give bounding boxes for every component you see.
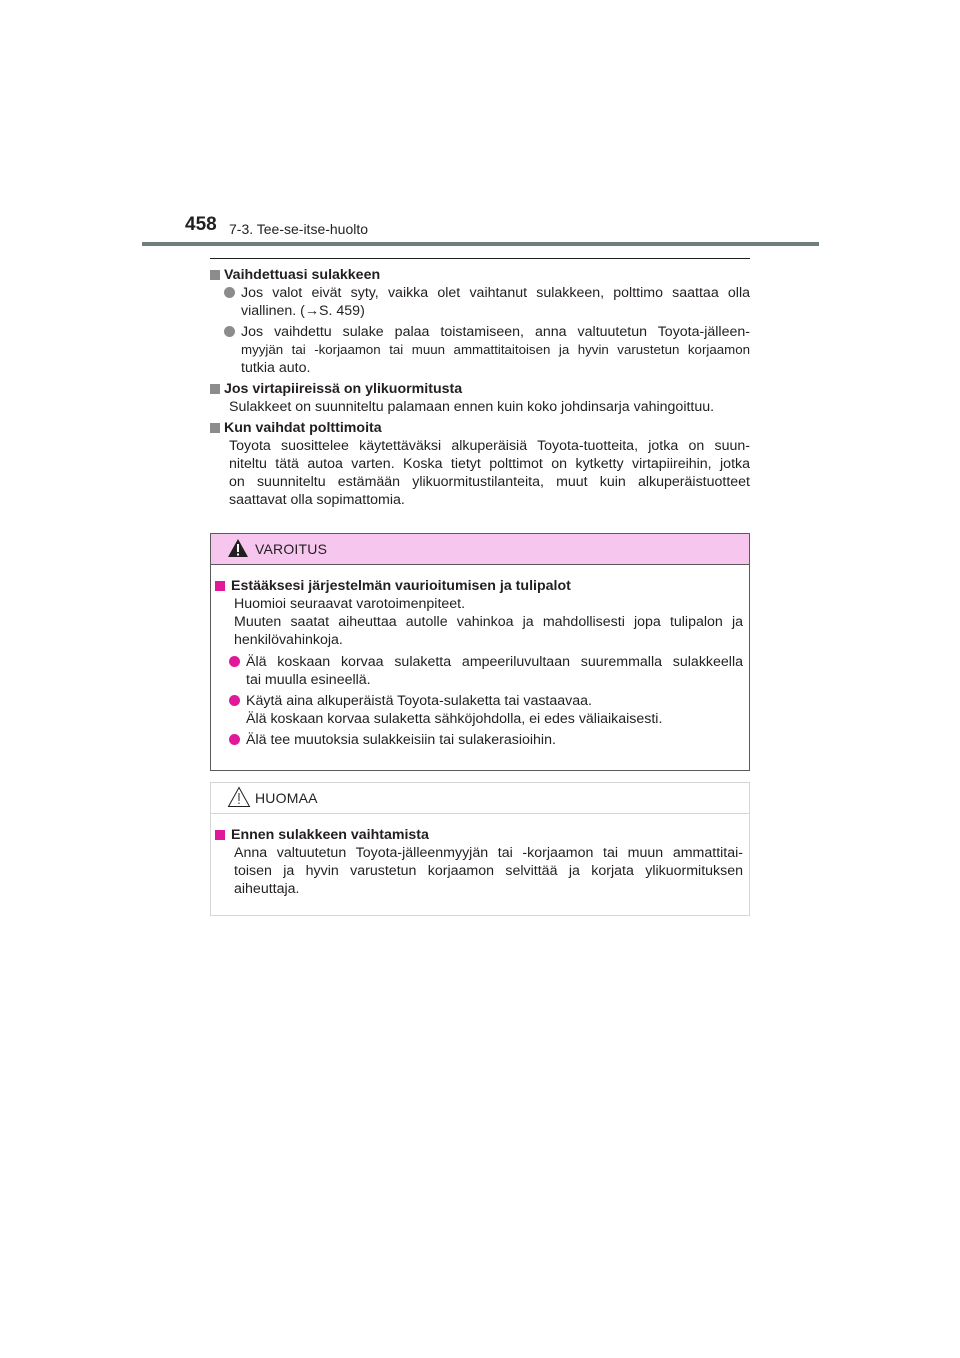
round-bullet-icon xyxy=(224,287,235,298)
paragraph: Sulakkeet on suunniteltu palamaan ennen kuin koko johdinsarja vahingoittuu. xyxy=(229,399,715,415)
main-content xyxy=(210,266,750,512)
notice-body xyxy=(211,814,749,898)
warning-triangle-icon xyxy=(227,538,249,558)
list-item: Jos vaihdettu sulake palaa toistamiseen, anna valtuutetun Toyota-jälleen- myyjän tai -korjaamon tai muun ammattitaitoisen ja hyvin varustetun korjaamon tutkia auto. xyxy=(210,323,750,377)
section-circuit-overload xyxy=(210,380,750,416)
list-item: Käytä aina alkuperäistä Toyota-sulaketta tai vastaavaa. Älä koskaan korvaa sulaketta sähköjohdolla, ei edes väliaikaisesti. xyxy=(215,692,743,728)
list-item: Jos valot eivät syty, vaikka olet vaihtanut sulakkeen, polttimo saattaa olla viallinen. (→S. 459) xyxy=(210,284,750,320)
warning-body xyxy=(211,565,749,749)
paragraph: Anna valtuutetun Toyota-jälleenmyyjän tai -korjaamon tai muun ammattitai- toisen ja hyvin varustetun korjaamon selvittää ja korjata ylikuormituksen aiheuttaja. xyxy=(234,845,743,897)
header-rule xyxy=(142,242,819,246)
warning-box xyxy=(210,533,750,771)
page-number: 458 xyxy=(185,214,217,235)
warning-heading: Estääksesi järjestelmän vaurioitumisen ja tulipalot xyxy=(215,577,743,595)
round-bullet-icon xyxy=(229,734,240,745)
section-heading: Kun vaihdat polttimoita xyxy=(210,419,750,437)
round-bullet-icon xyxy=(224,326,235,337)
warning-header xyxy=(211,534,749,565)
paragraph: Toyota suosittelee käytettäväksi alkuperäisiä Toyota-tuotteita, jotka on suun- niteltu tätä autoa varten. Koska tietyt polttimot on kytketty virtapiireihin, jotka on suunniteltu estämään ylikuormitustilanteita, muut kuin alkuperäistuotteet saattavat olla sopimattomia. xyxy=(229,438,750,508)
paragraph: Huomioi seuraavat varotoimenpiteet. Muuten saatat aiheuttaa autolle vahinkoa ja mahdollisesti jopa tulipalon ja henkilövahinkoja. xyxy=(234,596,743,648)
notice-box xyxy=(210,782,750,916)
section-heading: Jos virtapiireissä on ylikuormitusta xyxy=(210,380,750,398)
section-replacing-bulbs xyxy=(210,419,750,509)
round-bullet-icon xyxy=(229,695,240,706)
section-fuse-replaced xyxy=(210,266,750,377)
square-bullet-icon xyxy=(210,270,220,280)
round-bullet-icon xyxy=(229,656,240,667)
square-bullet-icon xyxy=(215,830,225,840)
content-top-rule xyxy=(210,258,750,259)
warning-label: VAROITUS xyxy=(255,541,328,557)
caution-triangle-outline-icon xyxy=(227,786,251,808)
square-bullet-icon xyxy=(210,384,220,394)
list-item: Älä tee muutoksia sulakkeisiin tai sulakerasioihin. xyxy=(215,731,743,749)
square-bullet-icon xyxy=(210,423,220,433)
list-item: Älä koskaan korvaa sulaketta ampeeriluvultaan suuremmalla sulakkeella tai muulla esineellä. xyxy=(215,653,743,689)
section-heading: Vaihdettuasi sulakkeen xyxy=(210,266,750,284)
notice-heading: Ennen sulakkeen vaihtamista xyxy=(215,826,743,844)
notice-label: HUOMAA xyxy=(255,790,318,806)
notice-header xyxy=(211,783,749,814)
square-bullet-icon xyxy=(215,581,225,591)
section-title: 7-3. Tee-se-itse-huolto xyxy=(229,221,369,237)
